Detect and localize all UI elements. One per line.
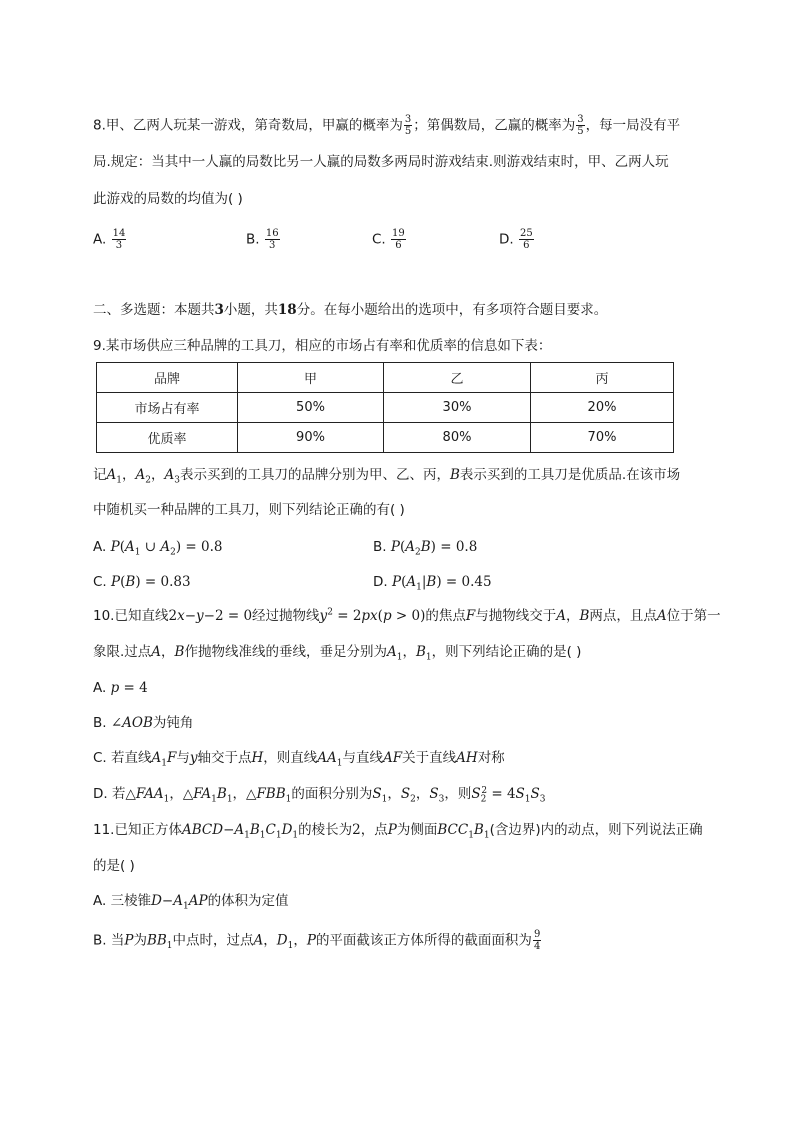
q11-line1: 11.已知正方体$ABCD-A_1B_1C_1D_1$的棱长为2，点P为侧面$BCC_1B_1$(含边界)内的动点，则下列说法正确 <box>93 822 703 841</box>
q10-option-b: B. ∠AOB为钝角 <box>93 715 194 731</box>
q8-option-d: D. $\frac{25}{6}$ <box>499 228 533 251</box>
q11-option-b: B. 当P为$BB_1$中点时，过点A，$D_1$，P的平面截该正方体所得的截面面积为 $\frac{9}{4}$ <box>93 929 541 952</box>
table-header-cell: 甲 <box>238 363 384 393</box>
q8-line1: 8.甲、乙两人玩某一游戏，第奇数局，甲赢的概率为 $\frac{3}{5}$ ；第偶数局，乙赢的概率为 $\frac{3}{5}$ ，每一局没有平 <box>93 114 681 137</box>
q9-option-a: A. $P(A_1$ ∪ $A_2) = 0.8$ <box>93 539 223 558</box>
table-cell: 20% <box>531 393 674 423</box>
table-header-cell: 丙 <box>531 363 674 393</box>
q10-line1: 10.已知直线2x−y−2 = 0经过抛物线$y^2 = 2px(p > 0)$的焦点F与抛物线交于A，B两点，且点A位于第一 <box>93 607 721 624</box>
table-cell: 优质率 <box>97 423 238 453</box>
table-cell: 50% <box>238 393 384 423</box>
table-row <box>97 423 674 453</box>
q10-option-a: A. p = 4 <box>93 680 148 696</box>
q9-text-line1: 记$A_1$，$A_2$，$A_3$表示买到的工具刀的品牌分别为甲、乙、丙，B表示买到的工具刀是优质品.在该市场 <box>93 467 681 486</box>
section-heading: 二、多选题：本题共3小题，共18分。在每小题给出的选项中，有多项符合题目要求。 <box>93 302 608 318</box>
q9-option-d: D. $P(A_1|B) = 0.45$ <box>373 574 492 593</box>
fraction: $\frac{3}{5}$ <box>404 114 412 137</box>
q9-text-line2: 中随机买一种品牌的工具刀，则下列结论正确的有( ) <box>93 502 405 518</box>
q8-option-c: C. $\frac{19}{6}$ <box>372 228 405 251</box>
q8-option-b: B. $\frac{16}{3}$ <box>246 228 279 251</box>
q11-line2: 的是( ) <box>93 858 135 874</box>
q10-line2: 象限.过点A，B作抛物线准线的垂线，垂足分别为$A_1$，$B_1$，则下列结论正确的是( ) <box>93 644 582 663</box>
q8-line3: 此游戏的局数的均值为( ) <box>93 191 243 207</box>
q10-option-c: C. 若直线$A_1F$与y轴交于点H，则直线$AA_1$与直线AF关于直线AH对称 <box>93 750 505 769</box>
table-header-cell: 乙 <box>384 363 531 393</box>
table-cell: 70% <box>531 423 674 453</box>
q8-option-a: A. $\frac{14}{3}$ <box>93 228 126 251</box>
fraction: $\frac{9}{4}$ <box>533 929 541 952</box>
table-cell: 80% <box>384 423 531 453</box>
fraction: $\frac{3}{5}$ <box>577 114 584 137</box>
q8-line2: 局.规定：当其中一人赢的局数比另一人赢的局数多两局时游戏结束.则游戏结束时，甲、乙两人玩 <box>93 154 669 170</box>
table-cell: 市场占有率 <box>97 393 238 423</box>
q10-option-d: D. 若$\triangle FAA_1$，$\triangle FA_1B_1$，$\triangle FBB_1$的面积分别为$S_1$，$S_2$，$S_3$，则$S_2^2 = 4S_1S_3$ <box>93 785 546 805</box>
q9-option-c: C. P(B) = 0.83 <box>93 574 191 590</box>
q11-option-a: A. 三棱锥$D-A_1AP$的体积为定值 <box>93 893 289 912</box>
table-row <box>97 393 674 423</box>
table-cell: 30% <box>384 393 531 423</box>
q9-intro: 9.某市场供应三种品牌的工具刀，相应的市场占有率和优质率的信息如下表： <box>93 338 552 354</box>
q9-option-b: B. $P(A_2B) = 0.8$ <box>373 539 478 558</box>
brand-table <box>96 362 674 453</box>
table-header-row <box>97 363 674 393</box>
table-cell: 90% <box>238 423 384 453</box>
table-header-cell: 品牌 <box>97 363 238 393</box>
